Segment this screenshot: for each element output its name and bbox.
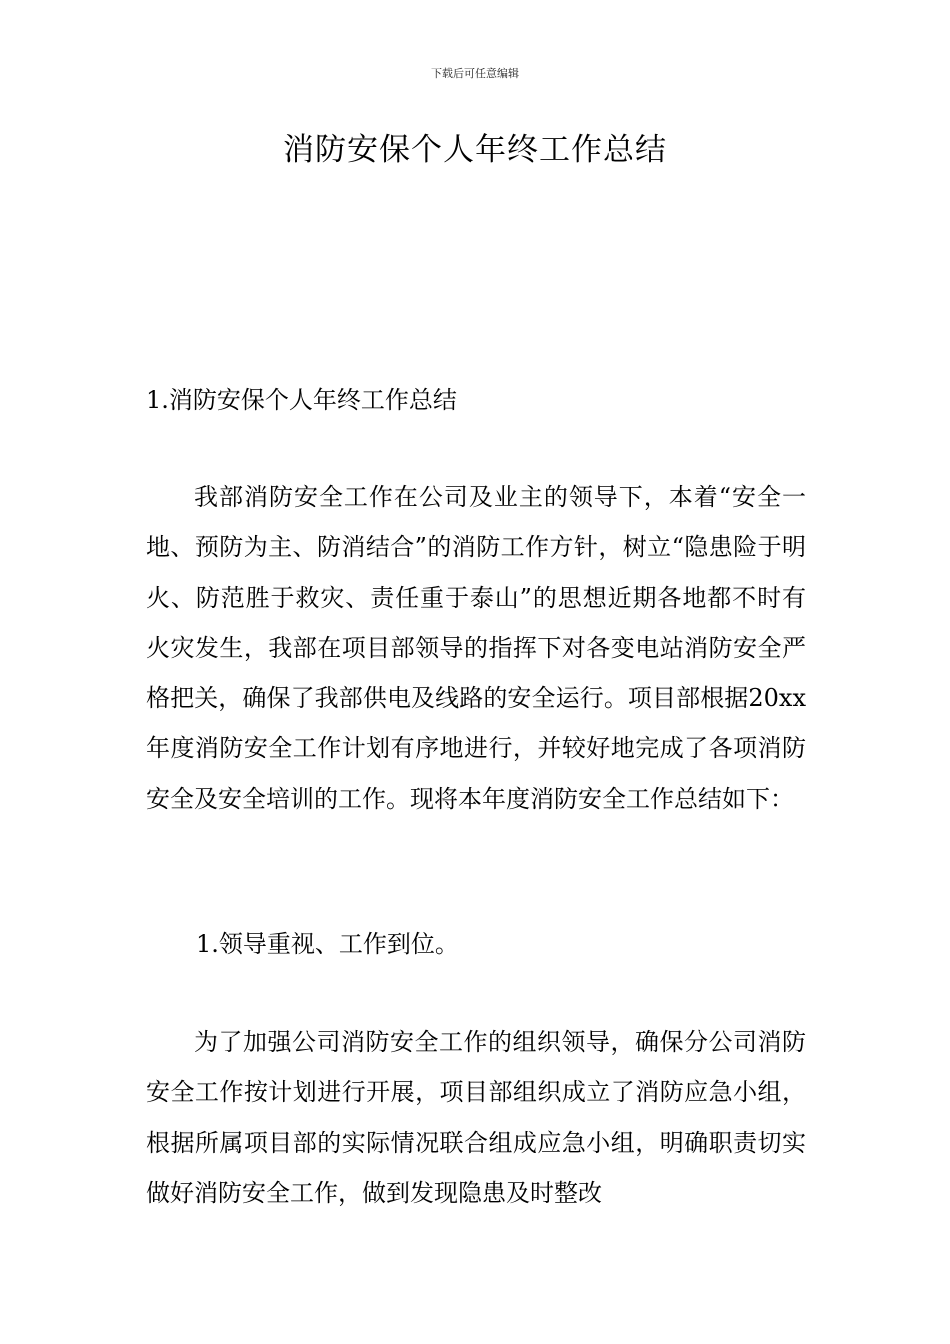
section-heading: 1.消防安保个人年终工作总结	[146, 386, 457, 414]
document-title: 消防安保个人年终工作总结	[283, 132, 667, 168]
header-note: 下载后可任意编辑	[431, 67, 519, 80]
sub-heading-1: 1.领导重视、工作到位。	[196, 930, 459, 958]
body-paragraph-2: 为了加强公司消防安全工作的组织领导，确保分公司消防安全工作按计划进行开展，项目部组织成立了消防应急小组，根据所属项目部的实际情况联合组成应急小组，明确职责切实做好消防安全工作，做到发现隐患及时整改	[146, 1028, 806, 1207]
body-paragraph-1: 我部消防安全工作在公司及业主的领导下，本着“安全一地、预防为主、防消结合”的消防工作方针，树立“隐患险于明火、防范胜于救灾、责任重于泰山”的思想近期各地都不时有火灾发生，我部在项目部领导的指挥下对各变电站消防安全严格把关，确保了我部供电及线路的安全运行。项目部根据20xx年度消防安全工作计划有序地进行，并较好地完成了各项消防安全及安全培训的工作。现将本年度消防安全工作总结如下：	[146, 483, 806, 813]
